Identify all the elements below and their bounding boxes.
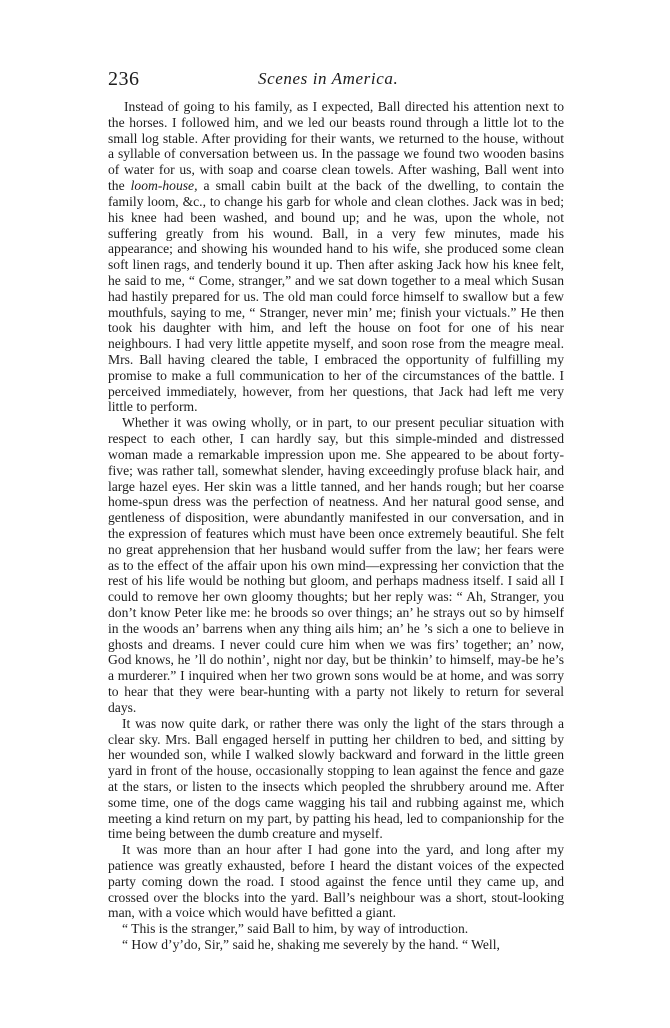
paragraph-5: “ This is the stranger,” said Ball to him, by way of introduction. xyxy=(122,921,469,937)
paragraph-1-text-a: Instead of going to his family, as I expected, Ball directed his attention next to the horses. I followed him, and we led our beasts round through a little lot to the small log stable. After providing for their wants, we returned to the house, without a syllable of conversation between us. In the passage we found two wooden basins of water for us, with soap and coarse clean towels. After washing, Ball went into the xyxy=(108,99,564,194)
body-text xyxy=(108,99,564,1009)
paragraph-6: “ How d’y’do, Sir,” said he, shaking me severely by the hand. “ Well, xyxy=(122,937,500,953)
running-title: Scenes in America. xyxy=(258,69,399,88)
paragraph-1-text-b: a small cabin built at the back of the dwelling, to contain the family loom, &c., to change his garb for whole and clean clothes. Jack was in bed; his knee had been washed, and bound up; and he was, upon the whole, not suffering greatly from his wound. Ball, in a very few minutes, made his appearance; and showing his wounded hand to his wife, she produced some clean soft linen rags, and tenderly bound it up. Then after asking Jack how his knee felt, he said to me, “ Come, stranger,” and we sat down together to a meal which Susan had hastily prepared for us. The old man could force himself to swallow but a few mouthfuls, saying to me, “ Stranger, never min’ me; finish your victuals.” He then took his daughter with him, and left the house on foot for one of his near neighbours. I had very little appetite myself, and soon rose from the meagre meal. Mrs. Ball having cleared the table, I embraced the opportunity of fulfilling my promise to make a full communication to her of the circumstances of the battle. I perceived immediately, however, from her questions, that Jack had left me very little to perform. xyxy=(108,178,564,415)
running-head xyxy=(108,68,568,92)
paragraph-2: Whether it was owing wholly, or in part, to our present peculiar situation with respect to each other, I can hardly say, but this simple-minded and distressed woman made a remarkable impression upon me. She appeared to be about forty-five; was rather tall, somewhat slender, having exceedingly profuse black hair, and large hazel eyes. Her skin was a little tanned, and her hands rough; but her coarse home-spun dress was the perfection of neatness. And her natural good sense, and gentleness of disposition, were abundantly manifested in our conversation, and in the expression of features which must have been once extremely beautiful. She felt no great apprehension that her husband would suffer from the law; her fears were as to the effect of the affair upon his own mind—expressing her conviction that the rest of his life would be nothing but gloom, and perhaps madness itself. I said all I could to remove her own gloomy thoughts; but her reply was: “ Ah, Stranger, you don’t know Peter like me: he broods so over things; an’ he strays out so by himself in the woods an’ barrens when any thing ails him; an’ he ’s sich a one to believe in ghosts and dreams. I never could cure him when we was firs’ together; an’ now, God knows, he ’ll do nothin’, night nor day, but be thinkin’ to himself, may-be he’s a murderer.” I inquired when her two grown sons would be at home, and was sorry to hear that they were bear-hunting with a party not likely to return for several days. xyxy=(108,415,564,715)
paragraph-3: It was now quite dark, or rather there was only the light of the stars through a clear sky. Mrs. Ball engaged herself in putting her children to bed, and sitting by her wounded son, while I walked slowly backward and forward in the little green yard in front of the house, occasionally stopping to lean against the fence and gaze at the stars, or listen to the insects which peopled the shrubbery around me. After some time, one of the dogs came wagging his tail and rubbing against me, which meeting a kind return on my part, by patting his head, led to companionship for the time being between the dumb creature and myself. xyxy=(108,715,564,842)
page-number: 236 xyxy=(108,68,140,90)
paragraph-1 xyxy=(108,99,564,415)
paragraph-4: It was more than an hour after I had gone into the yard, and long after my patience was greatly exhausted, before I heard the distant voices of the expected party coming down the road. I stood against the fence until they came up, and crossed over the blocks into the yard. Ball’s neighbour was a short, stout-looking man, with a voice which would have befitted a giant. xyxy=(108,842,564,921)
paragraph-1-italic-term: loom-house, xyxy=(130,178,198,194)
